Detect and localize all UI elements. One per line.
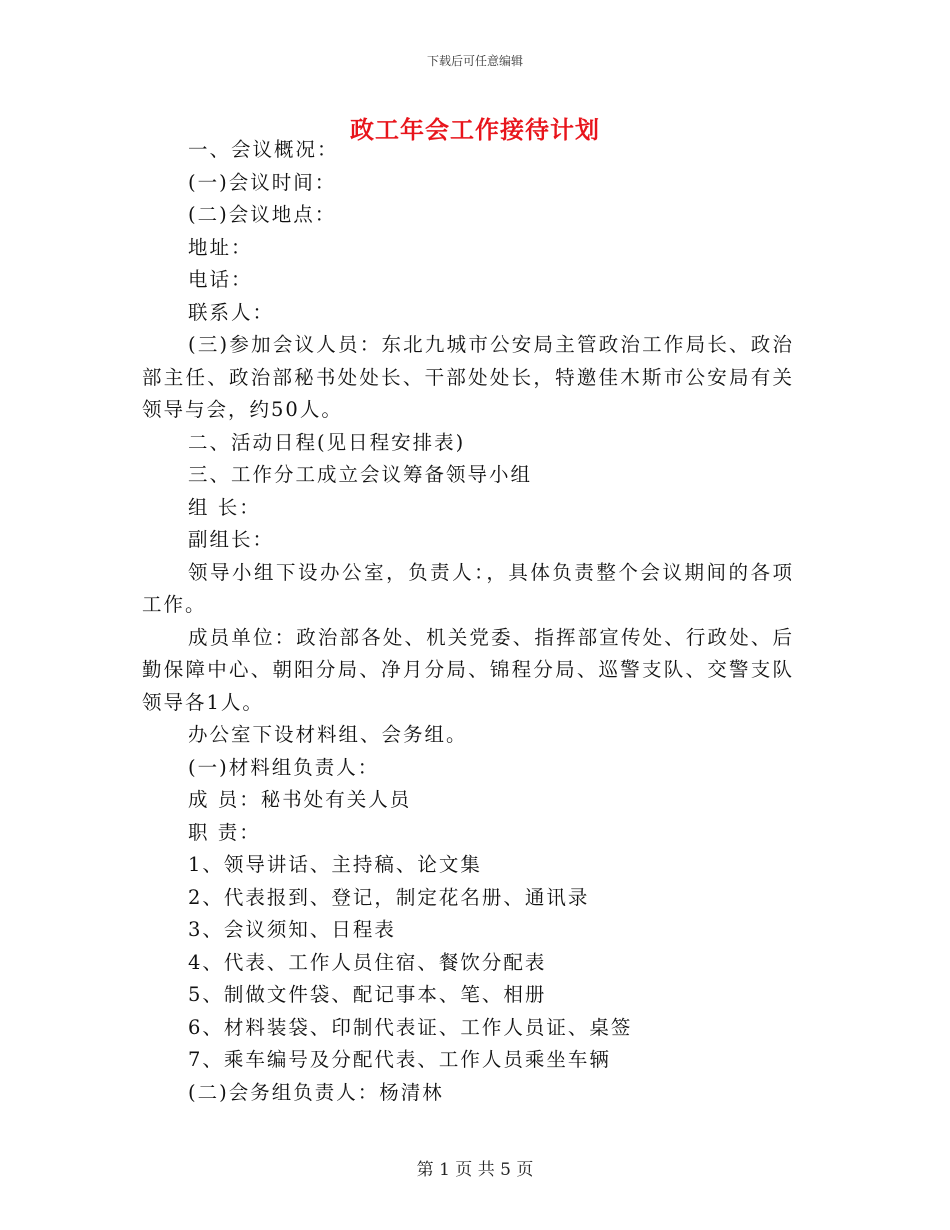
- paragraph-duties: 职 责：: [188, 820, 261, 844]
- list-item: 6、材料装袋、印制代表证、工作人员证、桌签: [188, 1015, 633, 1039]
- paragraph-affairs-lead: (二)会务组负责人：杨清林: [188, 1080, 444, 1104]
- list-item: 5、制做文件袋、配记事本、笔、相册: [188, 983, 547, 1006]
- paragraph-office: 领导小组下设办公室，负责人：，具体负责整个会议期间的各项工作。: [142, 560, 794, 616]
- list-item: 4、代表、工作人员住宿、餐饮分配表: [188, 950, 547, 974]
- paragraph-work-division: 三、工作分工成立会议筹备领导小组: [188, 463, 533, 486]
- paragraph-office-groups: 办公室下设材料组、会务组。: [188, 723, 468, 746]
- list-item: 2、代表报到、登记，制定花名册、通讯录: [188, 885, 590, 909]
- paragraph-address: 地址：: [188, 235, 253, 259]
- paragraph-meeting-time: (一)会议时间：: [188, 170, 337, 194]
- paragraph-member-units: 成员单位：政治部各处、机关党委、指挥部宣传处、行政处、后勤保障中心、朝阳分局、净月分局、锦程分局、巡警支队、交警支队领导各1人。: [142, 625, 794, 714]
- document-title: 政工年会工作接待计划: [350, 115, 600, 144]
- page-header-note: 下载后可任意编辑: [426, 54, 523, 68]
- paragraph-contact: 联系人：: [188, 300, 275, 324]
- paragraph-attendees: (三)参加会议人员：东北九城市公安局主管政治工作局长、政治部主任、政治部秘书处处长、干部处处长，特邀佳木斯市公安局有关领导与会，约50人。: [142, 333, 794, 421]
- paragraph-group-leader: 组 长：: [188, 495, 261, 519]
- list-item: 1、领导讲话、主持稿、论文集: [188, 853, 482, 876]
- paragraph-deputy-leader: 副组长：: [188, 528, 275, 551]
- document-body: [142, 134, 794, 1109]
- paragraph-schedule: 二、活动日程(见日程安排表): [188, 430, 466, 454]
- list-item: 3、会议须知、日程表: [188, 918, 396, 941]
- paragraph-meeting-overview: 一、会议概况：: [188, 138, 339, 161]
- paragraph-materials-members: 成 员：秘书处有关人员: [188, 788, 412, 811]
- paragraph-phone: 电话：: [188, 268, 253, 291]
- page-footer: 第 1 页 共 5 页: [416, 1160, 534, 1180]
- paragraph-materials-lead: (一)材料组负责人：: [188, 755, 380, 779]
- list-item: 7、乘车编号及分配代表、工作人员乘坐车辆: [188, 1048, 611, 1071]
- paragraph-meeting-venue: (二)会议地点：: [188, 203, 337, 226]
